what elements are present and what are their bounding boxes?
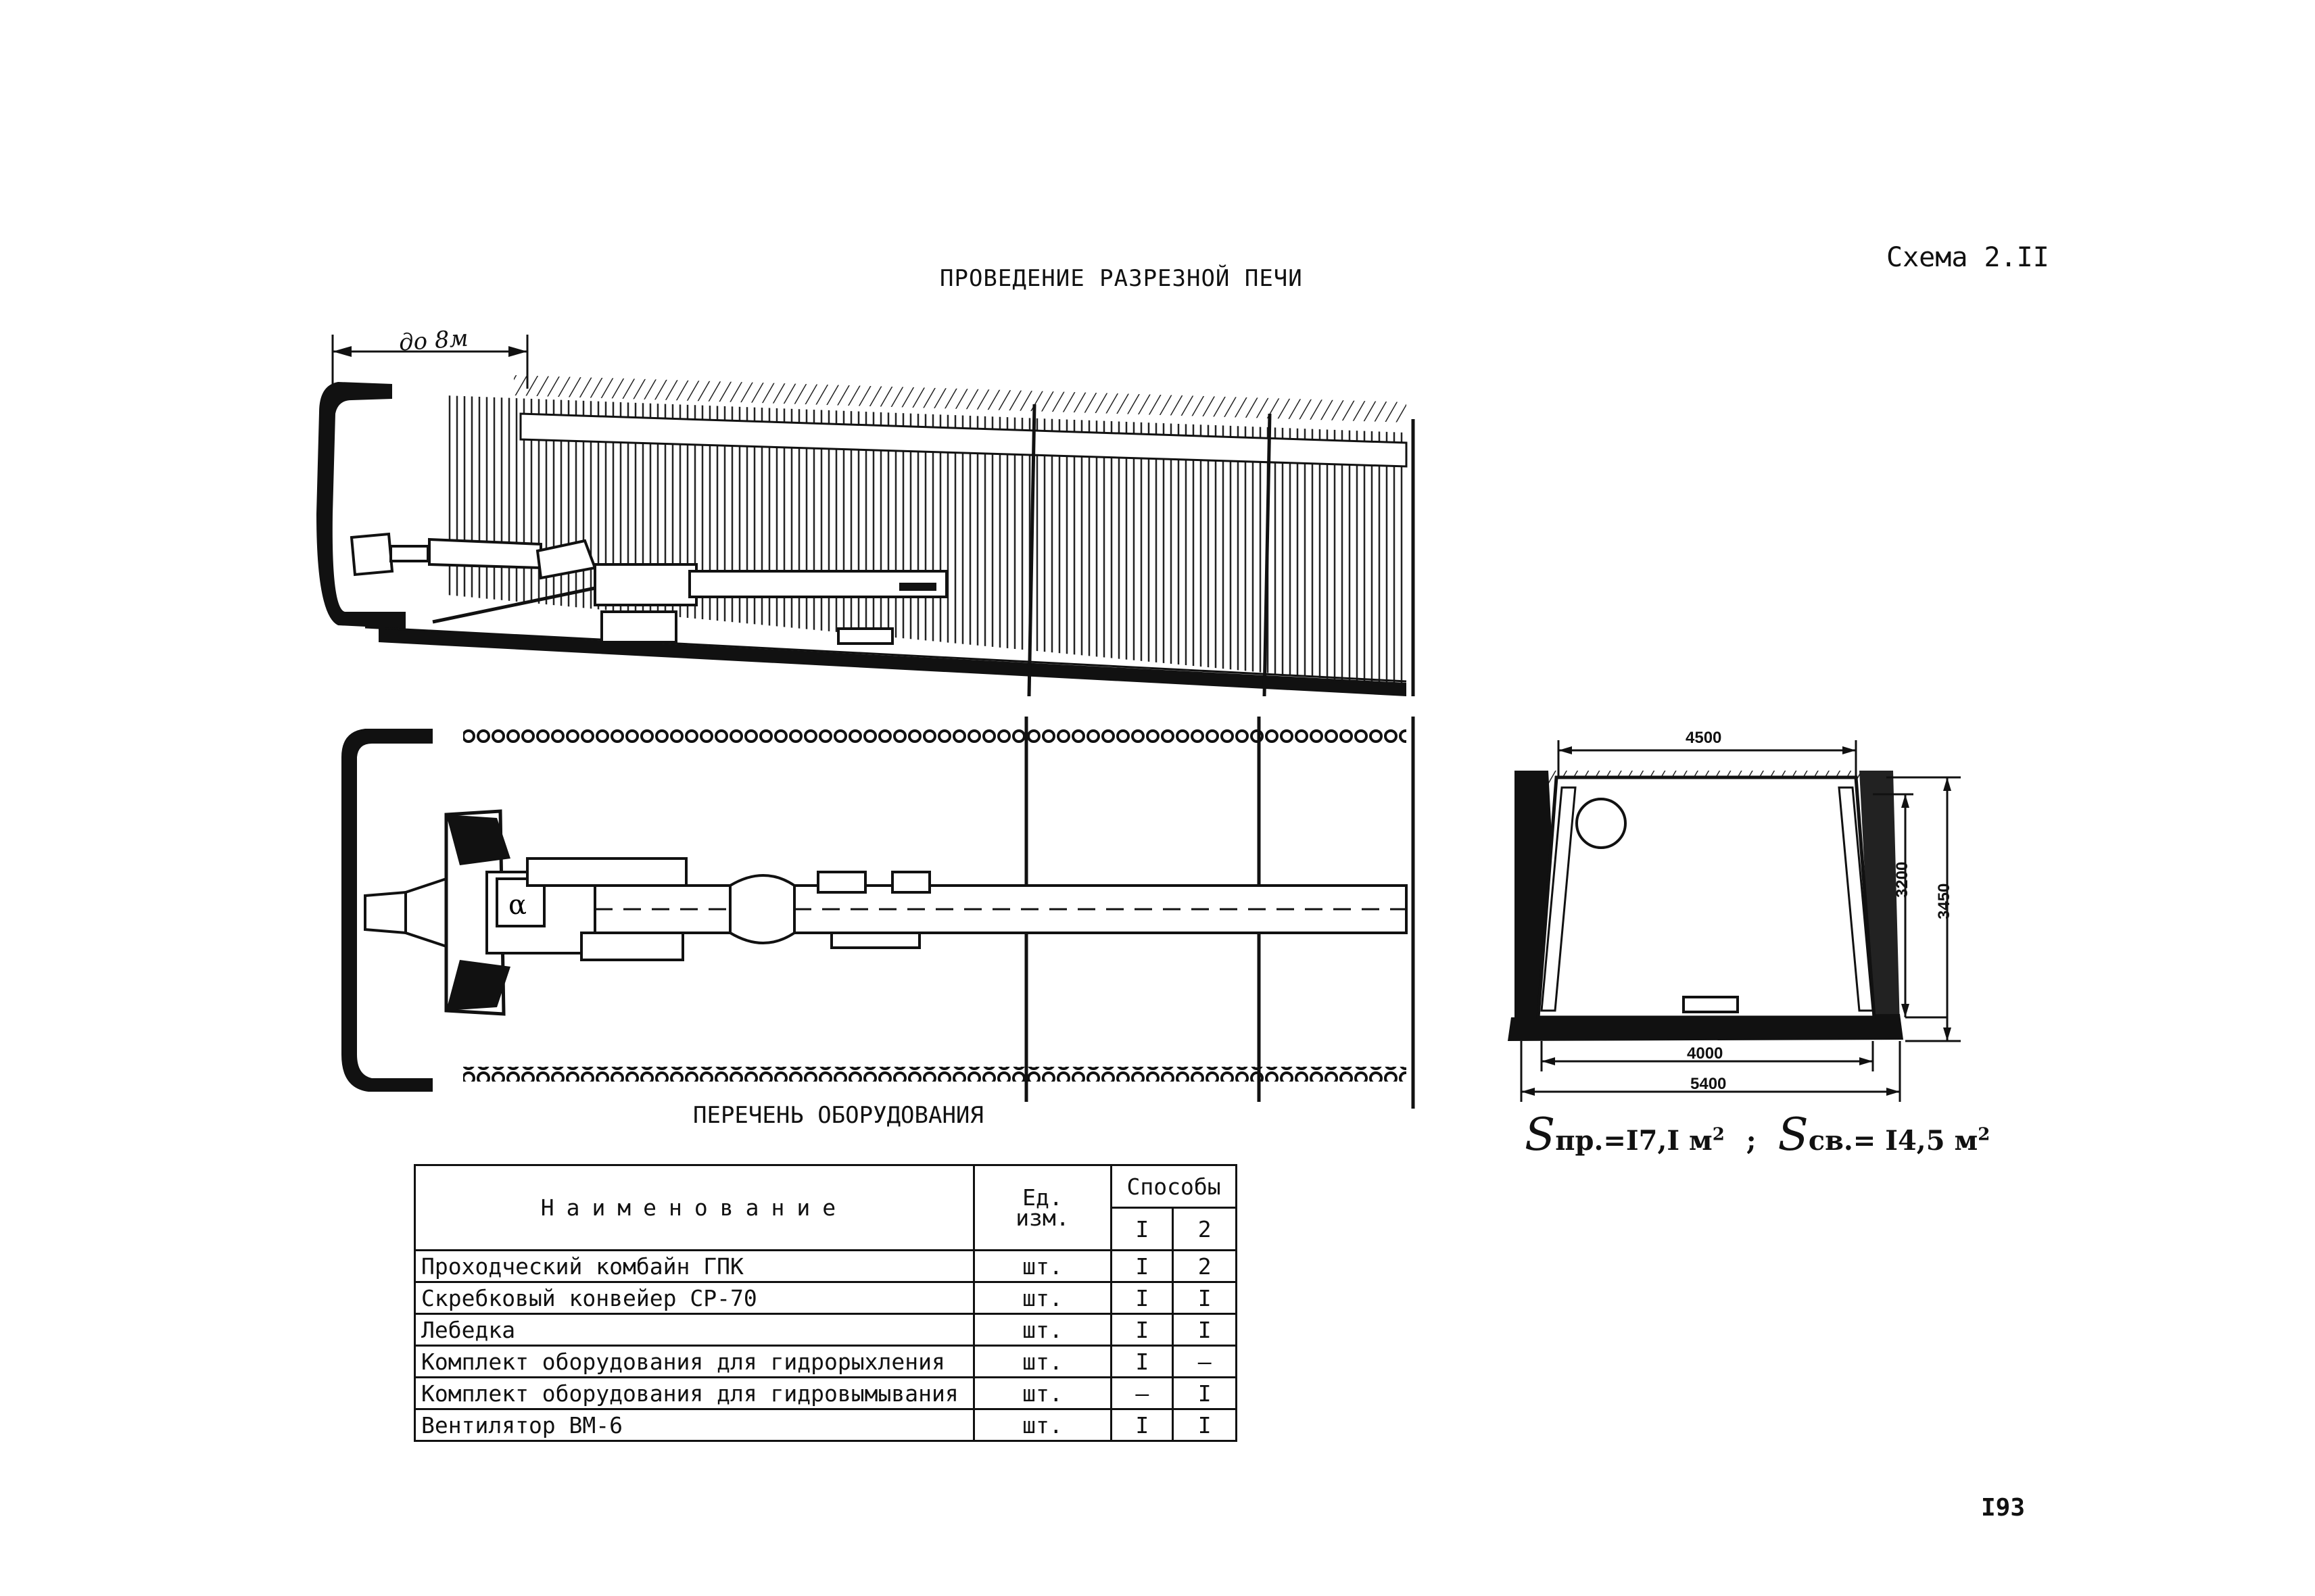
- equipment-name: Комплект оборудования для гидровымывания: [415, 1378, 974, 1409]
- scheme-label: Схема 2.II: [1886, 242, 2049, 273]
- plan-lower-supports: [463, 1067, 1406, 1082]
- equipment-method-1: I: [1112, 1314, 1173, 1346]
- table-row: [415, 1282, 1237, 1314]
- side-view: [316, 335, 1413, 696]
- face-outline: [316, 382, 406, 629]
- area-power-2: 2: [1978, 1124, 1990, 1145]
- equipment-unit: шт.: [974, 1251, 1111, 1282]
- table-row: [415, 1346, 1237, 1378]
- equipment-name: Лебедка: [415, 1314, 974, 1346]
- table-header-row: [415, 1165, 1237, 1208]
- distance-label: до 8м: [398, 324, 469, 357]
- page-number: I93: [1981, 1494, 2026, 1522]
- equipment-method-1: I: [1112, 1346, 1173, 1378]
- equipment-unit: шт.: [974, 1409, 1111, 1441]
- equipment-method-2: I: [1173, 1378, 1237, 1409]
- header-method-2: 2: [1173, 1208, 1237, 1251]
- section-outer-bottom-width: 5400: [1690, 1075, 1727, 1093]
- area-formula: [1525, 1109, 1990, 1161]
- section-top-width: 4500: [1686, 729, 1722, 747]
- area-value-1: пр.=I7,I м: [1555, 1125, 1713, 1157]
- equipment-method-1: I: [1112, 1251, 1173, 1282]
- area-symbol-2: S: [1777, 1109, 1809, 1161]
- section-inner-height: 3200: [1893, 861, 1911, 898]
- header-methods: Способы: [1112, 1165, 1237, 1208]
- equipment-title: ПЕРЕЧЕНЬ ОБОРУДОВАНИЯ: [693, 1102, 984, 1129]
- area-symbol-1: S: [1525, 1109, 1556, 1161]
- equipment-method-1: I: [1112, 1409, 1173, 1441]
- svg-text:α: α: [508, 890, 527, 921]
- equipment-method-2: I: [1173, 1409, 1237, 1441]
- section-outer-height: 3450: [1935, 883, 1953, 919]
- equipment-method-2: –: [1173, 1346, 1237, 1378]
- equipment-unit: шт.: [974, 1346, 1111, 1378]
- area-separator: ;: [1746, 1125, 1757, 1157]
- table-row: [415, 1378, 1237, 1409]
- header-unit: Ед. изм.: [974, 1165, 1111, 1251]
- table-row: [415, 1314, 1237, 1346]
- area-value-2: св.= I4,5 м: [1808, 1125, 1978, 1157]
- equipment-table: [414, 1164, 1237, 1442]
- equipment-name: Вентилятор ВМ-6: [415, 1409, 974, 1441]
- plan-view: [341, 717, 1413, 1109]
- equipment-unit: шт.: [974, 1282, 1111, 1314]
- equipment-name: Проходческий комбайн ГПК: [415, 1251, 974, 1282]
- conveyor-section-icon: [1684, 997, 1738, 1012]
- ventilation-duct-icon: [1577, 799, 1625, 848]
- table-row: [415, 1409, 1237, 1441]
- equipment-unit: шт.: [974, 1314, 1111, 1346]
- table-row: [415, 1251, 1237, 1282]
- equipment-unit: шт.: [974, 1378, 1111, 1409]
- equipment-method-2: I: [1173, 1314, 1237, 1346]
- equipment-name: Скребковый конвейер СР-70: [415, 1282, 974, 1314]
- header-method-1: I: [1112, 1208, 1173, 1251]
- cross-section: [1508, 740, 1961, 1102]
- equipment-method-1: –: [1112, 1378, 1173, 1409]
- equipment-method-1: I: [1112, 1282, 1173, 1314]
- area-power-1: 2: [1712, 1124, 1725, 1145]
- conveyor-icon: [595, 886, 1406, 933]
- plan-upper-supports: [463, 729, 1406, 744]
- page-title: ПРОВЕДЕНИЕ РАЗРЕЗНОЙ ПЕЧИ: [940, 265, 1303, 292]
- equipment-method-2: 2: [1173, 1251, 1237, 1282]
- header-name: Наименование: [415, 1165, 974, 1251]
- equipment-name: Комплект оборудования для гидрорыхления: [415, 1346, 974, 1378]
- equipment-method-2: I: [1173, 1282, 1237, 1314]
- section-inner-bottom-width: 4000: [1687, 1044, 1723, 1063]
